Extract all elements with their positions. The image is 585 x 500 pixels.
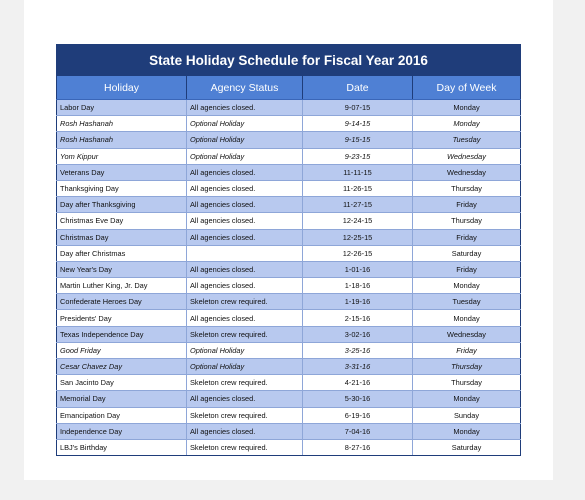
table-row <box>57 439 521 455</box>
table-title: State Holiday Schedule for Fiscal Year 2016 <box>57 45 521 76</box>
table-row <box>57 310 521 326</box>
table-row <box>57 116 521 132</box>
date-cell: 12-26-15 <box>303 245 413 261</box>
day-of-week-cell: Friday <box>413 342 521 358</box>
table-row <box>57 278 521 294</box>
date-cell: 1-01-16 <box>303 261 413 277</box>
date-cell: 9-14-15 <box>303 116 413 132</box>
day-of-week-cell: Monday <box>413 278 521 294</box>
date-cell: 8-27-16 <box>303 439 413 455</box>
date-cell: 3-25-16 <box>303 342 413 358</box>
agency-status-cell: All agencies closed. <box>187 164 303 180</box>
agency-status-cell: Optional Holiday <box>187 116 303 132</box>
header-agency-status: Agency Status <box>187 76 303 100</box>
holiday-cell: Christmas Day <box>57 229 187 245</box>
header-date: Date <box>303 76 413 100</box>
agency-status-cell: All agencies closed. <box>187 391 303 407</box>
day-of-week-cell: Wednesday <box>413 164 521 180</box>
day-of-week-cell: Thursday <box>413 213 521 229</box>
table-row <box>57 229 521 245</box>
document-page <box>24 0 553 480</box>
date-cell: 7-04-16 <box>303 423 413 439</box>
agency-status-cell <box>187 245 303 261</box>
date-cell: 4-21-16 <box>303 375 413 391</box>
day-of-week-cell: Monday <box>413 116 521 132</box>
holiday-cell: Good Friday <box>57 342 187 358</box>
holiday-cell: Labor Day <box>57 100 187 116</box>
holiday-cell: San Jacinto Day <box>57 375 187 391</box>
table-row <box>57 245 521 261</box>
date-cell: 2-15-16 <box>303 310 413 326</box>
holiday-cell: Cesar Chavez Day <box>57 359 187 375</box>
agency-status-cell: All agencies closed. <box>187 229 303 245</box>
agency-status-cell: All agencies closed. <box>187 100 303 116</box>
day-of-week-cell: Thursday <box>413 375 521 391</box>
holiday-schedule-table <box>56 44 521 456</box>
day-of-week-cell: Saturday <box>413 245 521 261</box>
holiday-cell: Day after Thanksgiving <box>57 197 187 213</box>
day-of-week-cell: Thursday <box>413 359 521 375</box>
table-row <box>57 213 521 229</box>
day-of-week-cell: Friday <box>413 229 521 245</box>
agency-status-cell: All agencies closed. <box>187 423 303 439</box>
holiday-cell: Confederate Heroes Day <box>57 294 187 310</box>
day-of-week-cell: Thursday <box>413 180 521 196</box>
day-of-week-cell: Tuesday <box>413 132 521 148</box>
table-row <box>57 342 521 358</box>
agency-status-cell: All agencies closed. <box>187 278 303 294</box>
table-row <box>57 100 521 116</box>
holiday-cell: Thanksgiving Day <box>57 180 187 196</box>
date-cell: 12-24-15 <box>303 213 413 229</box>
holiday-cell: New Year's Day <box>57 261 187 277</box>
agency-status-cell: All agencies closed. <box>187 213 303 229</box>
table-row <box>57 375 521 391</box>
date-cell: 9-23-15 <box>303 148 413 164</box>
agency-status-cell: All agencies closed. <box>187 310 303 326</box>
agency-status-cell: All agencies closed. <box>187 261 303 277</box>
date-cell: 3-02-16 <box>303 326 413 342</box>
day-of-week-cell: Wednesday <box>413 148 521 164</box>
day-of-week-cell: Friday <box>413 197 521 213</box>
agency-status-cell: Skeleton crew required. <box>187 439 303 455</box>
table-row <box>57 359 521 375</box>
agency-status-cell: Skeleton crew required. <box>187 375 303 391</box>
agency-status-cell: Skeleton crew required. <box>187 326 303 342</box>
table-row <box>57 148 521 164</box>
day-of-week-cell: Monday <box>413 100 521 116</box>
agency-status-cell: Optional Holiday <box>187 148 303 164</box>
table-row <box>57 326 521 342</box>
table-row <box>57 294 521 310</box>
holiday-cell: Memorial Day <box>57 391 187 407</box>
day-of-week-cell: Monday <box>413 310 521 326</box>
table-body <box>57 100 521 456</box>
day-of-week-cell: Friday <box>413 261 521 277</box>
agency-status-cell: Skeleton crew required. <box>187 294 303 310</box>
agency-status-cell: All agencies closed. <box>187 197 303 213</box>
holiday-cell: Day after Christmas <box>57 245 187 261</box>
holiday-cell: Texas Independence Day <box>57 326 187 342</box>
date-cell: 6-19-16 <box>303 407 413 423</box>
holiday-cell: Presidents' Day <box>57 310 187 326</box>
day-of-week-cell: Tuesday <box>413 294 521 310</box>
day-of-week-cell: Monday <box>413 391 521 407</box>
holiday-cell: Christmas Eve Day <box>57 213 187 229</box>
table-row <box>57 197 521 213</box>
date-cell: 5-30-16 <box>303 391 413 407</box>
table-row <box>57 261 521 277</box>
date-cell: 11-27-15 <box>303 197 413 213</box>
holiday-cell: Independence Day <box>57 423 187 439</box>
agency-status-cell: Optional Holiday <box>187 132 303 148</box>
agency-status-cell: Optional Holiday <box>187 359 303 375</box>
date-cell: 9-15-15 <box>303 132 413 148</box>
holiday-cell: Rosh Hashanah <box>57 132 187 148</box>
date-cell: 1-18-16 <box>303 278 413 294</box>
day-of-week-cell: Saturday <box>413 439 521 455</box>
day-of-week-cell: Wednesday <box>413 326 521 342</box>
date-cell: 3-31-16 <box>303 359 413 375</box>
holiday-cell: Emancipation Day <box>57 407 187 423</box>
holiday-cell: Martin Luther King, Jr. Day <box>57 278 187 294</box>
table-row <box>57 407 521 423</box>
agency-status-cell: All agencies closed. <box>187 180 303 196</box>
holiday-cell: Yom Kippur <box>57 148 187 164</box>
table-row <box>57 391 521 407</box>
table-row <box>57 180 521 196</box>
day-of-week-cell: Sunday <box>413 407 521 423</box>
holiday-cell: LBJ's Birthday <box>57 439 187 455</box>
date-cell: 1-19-16 <box>303 294 413 310</box>
day-of-week-cell: Monday <box>413 423 521 439</box>
holiday-cell: Rosh Hashanah <box>57 116 187 132</box>
table-row <box>57 132 521 148</box>
header-day-of-week: Day of Week <box>413 76 521 100</box>
agency-status-cell: Optional Holiday <box>187 342 303 358</box>
table-row <box>57 164 521 180</box>
date-cell: 11-11-15 <box>303 164 413 180</box>
agency-status-cell: Skeleton crew required. <box>187 407 303 423</box>
holiday-cell: Veterans Day <box>57 164 187 180</box>
header-holiday: Holiday <box>57 76 187 100</box>
date-cell: 11-26-15 <box>303 180 413 196</box>
date-cell: 9-07-15 <box>303 100 413 116</box>
date-cell: 12-25-15 <box>303 229 413 245</box>
table-row <box>57 423 521 439</box>
